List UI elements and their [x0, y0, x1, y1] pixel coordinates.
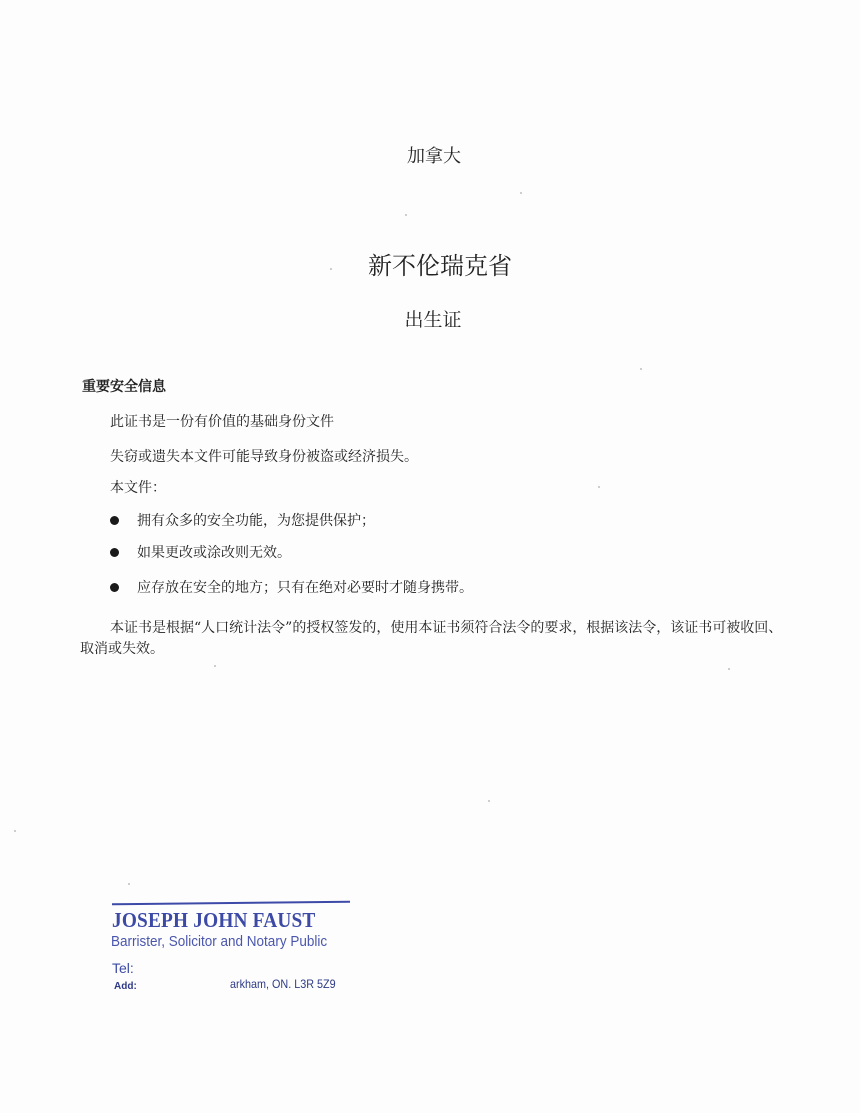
- stamp-tel-label: Tel:: [112, 960, 134, 976]
- stamp-address: arkham, ON. L3R 5Z9: [230, 977, 336, 991]
- scan-speck: [14, 830, 16, 832]
- bullet-icon: [110, 583, 119, 592]
- stamp-rule: [112, 901, 350, 905]
- scan-speck: [598, 486, 600, 488]
- scan-speck: [330, 268, 332, 270]
- legal-notice: 本证书是根据“人口统计法令”的授权签发的，使用本证书须符合法令的要求，根据该法令，该证书可被收回、取消或失效。: [80, 620, 783, 657]
- country-heading: 加拿大: [407, 146, 461, 167]
- bullet-item: [110, 577, 473, 597]
- paragraph-this-document: 本文件：: [110, 480, 166, 496]
- bullet-item: [110, 510, 375, 530]
- bullet-text: 如果更改或涂改则无效。: [137, 545, 291, 561]
- bullet-icon: [110, 548, 119, 557]
- security-info-heading: 重要安全信息: [82, 379, 166, 395]
- scan-speck: [640, 368, 642, 370]
- stamp-add-label: Add:: [114, 981, 137, 992]
- scan-speck: [488, 800, 490, 802]
- scan-speck: [214, 665, 216, 667]
- scan-speck: [405, 214, 407, 216]
- stamp-name: JOSEPH JOHN FAUST: [112, 908, 316, 932]
- bullet-icon: [110, 516, 119, 525]
- paragraph-loss-warning: 失窃或遗失本文件可能导致身份被盗或经济损失。: [110, 449, 418, 465]
- bullet-text: 应存放在安全的地方；只有在绝对必要时才随身携带。: [137, 580, 473, 596]
- paragraph-value-statement: 此证书是一份有价值的基础身份文件: [110, 414, 334, 430]
- scan-speck: [520, 192, 522, 194]
- stamp-role: Barrister, Solicitor and Notary Public: [111, 933, 328, 950]
- province-heading: 新不伦瑞克省: [368, 252, 512, 280]
- scan-speck: [728, 668, 730, 670]
- bullet-text: 拥有众多的安全功能，为您提供保护；: [137, 513, 375, 529]
- scan-speck: [128, 883, 130, 885]
- notary-stamp: [108, 900, 368, 1000]
- bullet-item: [110, 542, 291, 562]
- document-title: 出生证: [404, 309, 462, 331]
